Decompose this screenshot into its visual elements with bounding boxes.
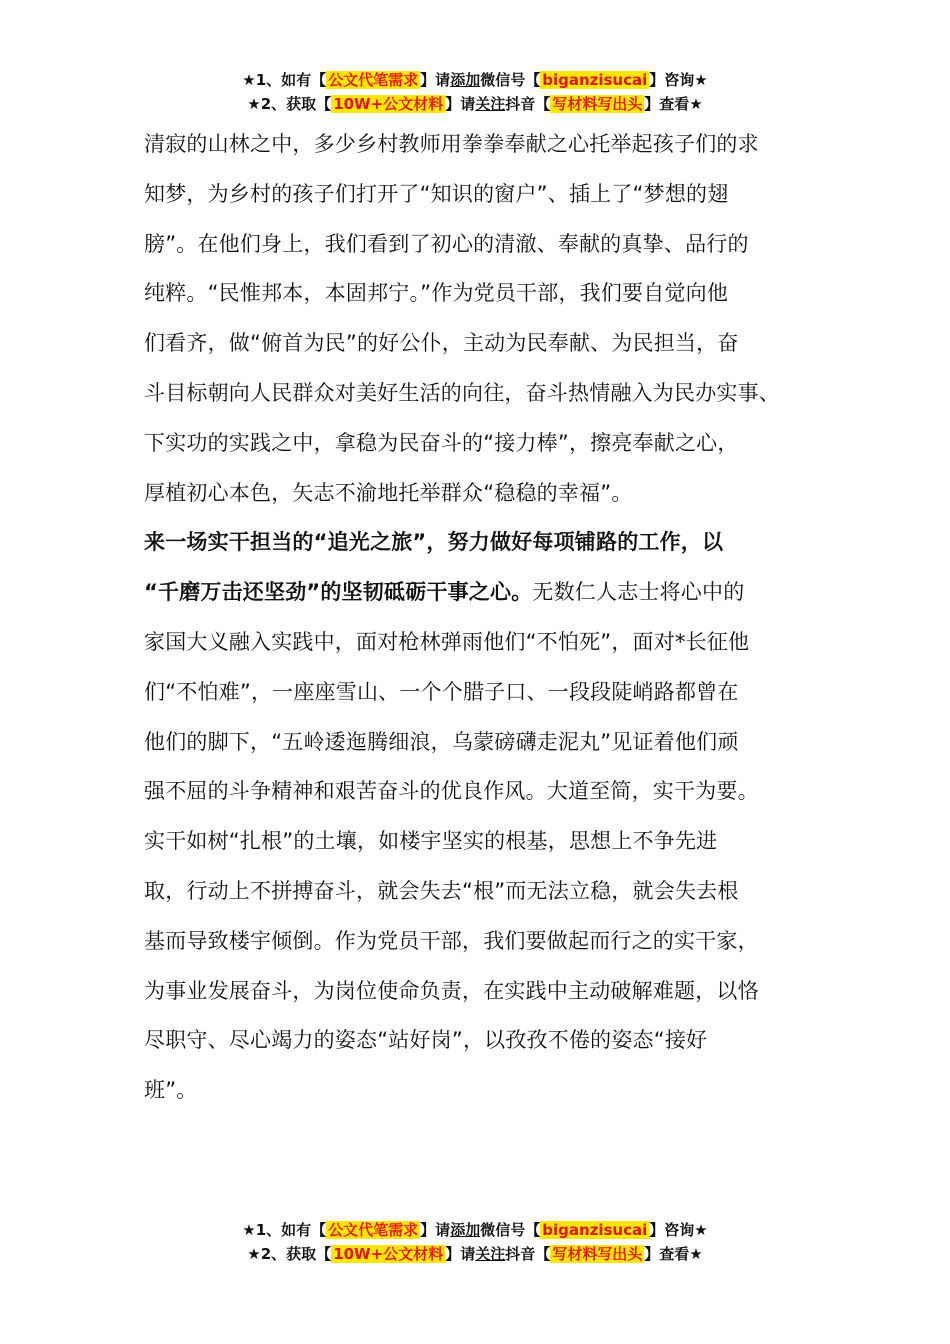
paragraph-1-line: 知梦，为乡村的孩子们打开了“知识的窗户”、插上了“梦想的翅 [144, 181, 729, 206]
paragraph-2-line: 基而导致楼宇倾倒。作为党员干部，我们要做起而行之的实干家， [144, 928, 759, 953]
paragraph-2-line: 取，行动上不拼搏奋斗，就会失去“根”而无法立稳，就会失去根 [144, 878, 739, 903]
footer-line-1-middle-b: 微信号【 [480, 1221, 541, 1239]
footer-banner [0, 1218, 950, 1266]
header-line-1-middle-b: 微信号【 [480, 71, 541, 89]
footer-line-1-prefix: ★1、如有【 [242, 1221, 327, 1239]
header-highlight-douyin-account: 写材料写出头 [552, 95, 643, 113]
footer-highlight-douyin-account: 写材料写出头 [552, 1245, 643, 1263]
paragraph-2-line: 强不屈的斗争精神和艰苦奋斗的优良作风。大道至简，实干为要。 [144, 779, 759, 804]
header-line-2-prefix: ★2、获取【 [247, 95, 332, 113]
paragraph-2-line: 班”。 [144, 1078, 198, 1103]
paragraph-2-line: 为事业发展奋斗，为岗位使命负责，在实践中主动破解难题，以恪 [144, 978, 759, 1003]
paragraph-2-first-sentence: 无数仁人志士将心中的 [532, 580, 745, 605]
footer-line-2-suffix: 】查看★ [644, 1245, 703, 1263]
footer-line-1 [0, 1218, 950, 1242]
paragraph-2-line: 家国大义融入实践中，面对枪林弹雨他们“不怕死”，面对*长征他 [144, 629, 750, 654]
header-line-1-prefix: ★1、如有【 [242, 71, 327, 89]
footer-line-2 [0, 1242, 950, 1266]
footer-line-2-middle-b: 抖音【 [505, 1245, 551, 1263]
header-line-2 [0, 92, 950, 116]
footer-line-2-middle-a: 】请 [445, 1245, 476, 1263]
footer-line-2-prefix: ★2、获取【 [247, 1245, 332, 1263]
header-line-1-suffix: 】咨询★ [649, 71, 708, 89]
paragraph-2-heading-continued [144, 568, 834, 618]
paragraph-1-line: 清寂的山林之中，多少乡村教师用拳拳奉献之心托举起孩子们的求 [144, 132, 759, 156]
paragraph-2-line: 实干如树“扎根”的土壤，如楼宇坚实的根基，思想上不争先进 [144, 829, 718, 854]
header-line-2-middle-b: 抖音【 [505, 95, 551, 113]
header-line-1 [0, 68, 950, 92]
footer-highlight-wechat-id: biganzisucai [542, 1221, 648, 1239]
paragraph-2-heading: 来一场实干担当的“追光之旅”，努力做好每项铺路的工作，以 [144, 530, 724, 555]
paragraph-2-line: 尽职守、尽心竭力的姿态“站好岗”，以孜孜不倦的姿态“接好 [144, 1028, 708, 1053]
paragraph-1 [144, 120, 834, 518]
footer-highlight-materials: 10W+公文材料 [333, 1245, 444, 1263]
header-highlight-ghostwriting: 公文代笔需求 [328, 71, 419, 89]
document-body [144, 120, 834, 1116]
paragraph-2-line: 们“不怕难”，一座座雪山、一个个腊子口、一段段陡峭路都曾在 [144, 679, 739, 704]
footer-line-2-underlined: 关注 [475, 1245, 506, 1263]
paragraph-2-line: 他们的脚下，“五岭逶迤腾细浪，乌蒙磅礴走泥丸”见证着他们顽 [144, 729, 739, 754]
paragraph-1-line: 纯粹。“民惟邦本，本固邦宁。”作为党员干部，我们要自觉向他 [144, 281, 729, 306]
footer-line-1-middle-a: 】请 [420, 1221, 451, 1239]
paragraph-1-line: 下实功的实践之中，拿稳为民奋斗的“接力棒”，擦亮奉献之心， [144, 430, 739, 455]
header-banner [0, 68, 950, 116]
paragraph-1-line: 斗目标朝向人民群众对美好生活的向往，奋斗热情融入为民办实事、 [144, 380, 780, 405]
header-line-2-middle-a: 】请 [445, 95, 476, 113]
footer-highlight-ghostwriting: 公文代笔需求 [328, 1221, 419, 1239]
paragraph-1-line: 膀”。在他们身上，我们看到了初心的清澈、奉献的真挚、品行的 [144, 231, 749, 256]
header-highlight-wechat-id: biganzisucai [542, 71, 648, 89]
header-line-1-middle-a: 】请 [420, 71, 451, 89]
paragraph-2-heading-tail: “千磨万击还坚劲”的坚韧砥砺干事之心。 [144, 580, 533, 605]
header-line-2-suffix: 】查看★ [644, 95, 703, 113]
footer-line-1-suffix: 】咨询★ [649, 1221, 708, 1239]
paragraph-2 [144, 518, 834, 1116]
header-line-2-underlined: 关注 [475, 95, 506, 113]
header-highlight-materials: 10W+公文材料 [333, 95, 444, 113]
header-line-1-underlined: 添加 [450, 71, 481, 89]
paragraph-1-line: 们看齐，做“俯首为民”的好公仆，主动为民奉献、为民担当，奋 [144, 331, 739, 356]
footer-line-1-underlined: 添加 [450, 1221, 481, 1239]
paragraph-1-line: 厚植初心本色，矢志不渝地托举群众“稳稳的幸福”。 [144, 480, 633, 505]
